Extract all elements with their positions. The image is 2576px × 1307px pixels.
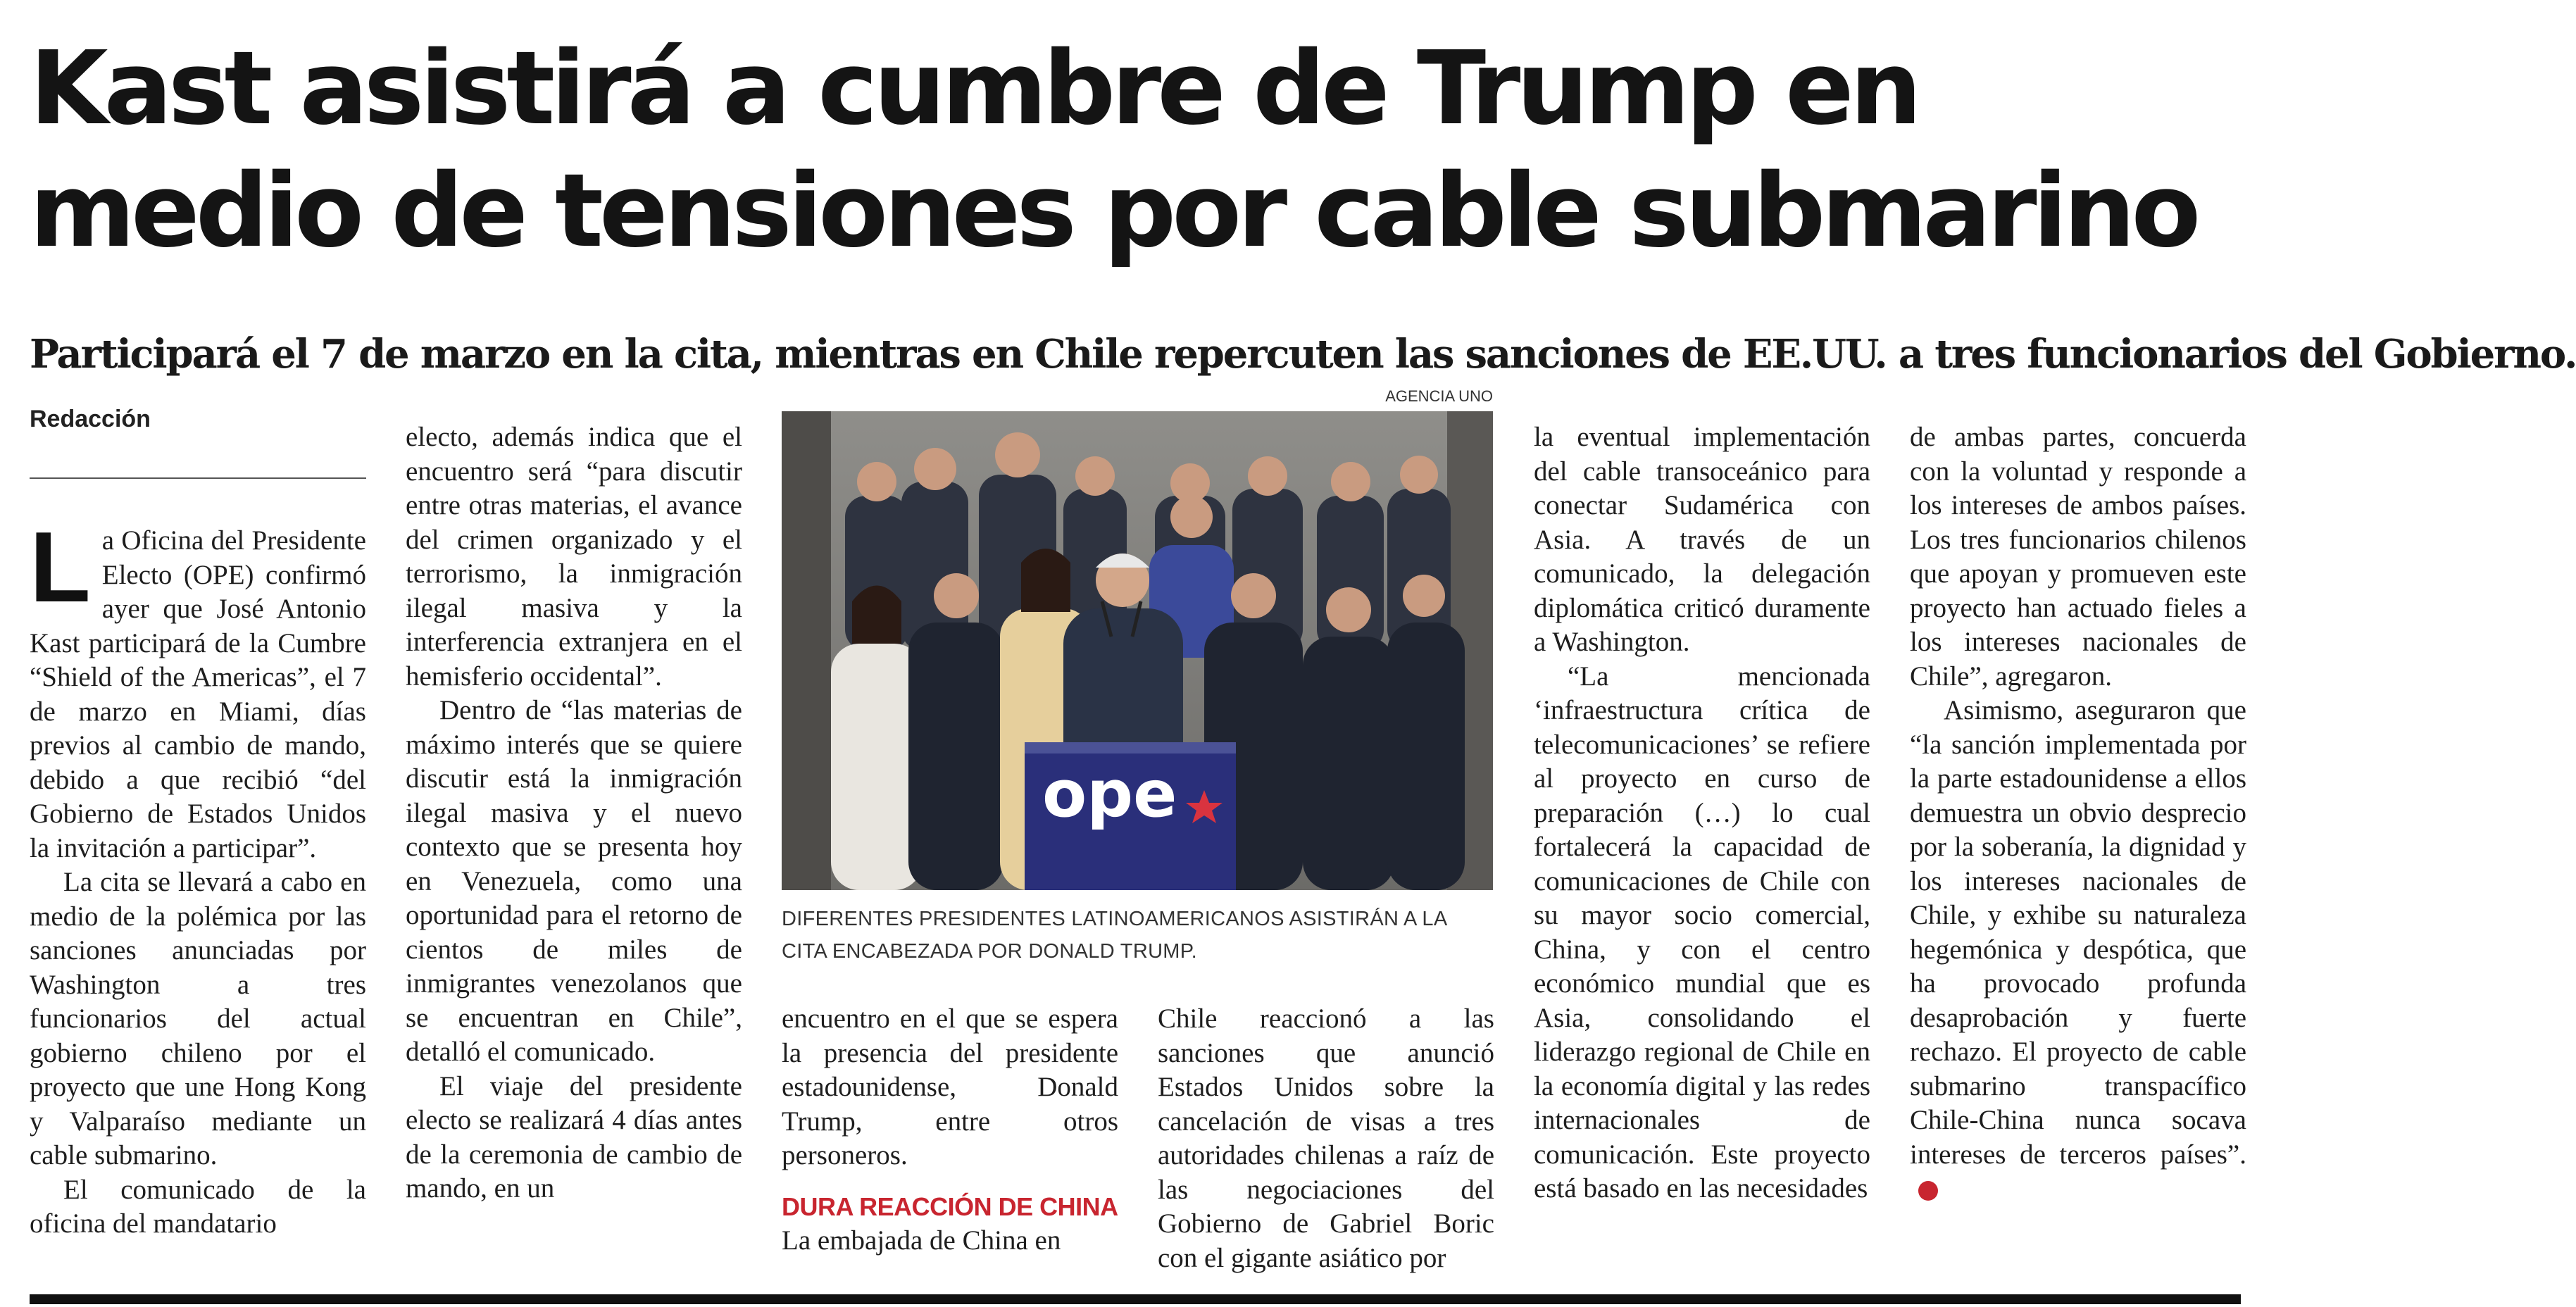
headline [30, 27, 2255, 272]
paragraph: La cita se llevará a cabo en medio de la polémica por las sanciones anunciadas por Washington a tres funcionarios del actual gobierno chileno por el proyecto que une Hong Kong y Valparaíso mediante un cable submarino. [30, 867, 366, 1170]
news-photo [782, 411, 1493, 890]
text-column-1 [30, 511, 366, 1242]
paragraph-lead-text: a Oficina del Presidente Electo (OPE) confirmó ayer que José Antonio Kast participará de la Cumbre “Shield of the Americas”, el 7 de marzo en Miami, días previos al cambio de mando, debido a que recibió “del Gobierno de Estados Unidos la invitación a participar”. [30, 525, 366, 863]
paragraph: “La mencionada ‘infraestructura crítica de telecomunicaciones’ se refiere al proyecto en curso de preparación (…) lo cual fortalecerá la capacidad de comunicaciones de Chile con su mayor socio comercial, China, y con el centro económico mundial que es Asia, consolidando el liderazgo regional de Chile en la economía digital y las redes internacionales de comunicación. Este proyecto está basado en las necesidades [1534, 661, 1870, 1203]
text-column-3 [782, 1002, 1118, 1258]
dropcap: L [30, 511, 91, 623]
news-photo-illustration [782, 411, 1493, 890]
photo-caption: DIFERENTES PRESIDENTES LATINOAMERICANOS ASISTIRÁN A LA CITA ENCABEZADA POR DONALD TRUMP. [782, 908, 1446, 963]
paragraph-lead [30, 511, 366, 865]
paragraph-text: Asimismo, aseguraron que “la sanción implementada por la parte estadounidense a ellos demuestra un obvio desprecio por la soberanía, la dignidad y los intereses nacionales de Chile, y exhibe su naturaleza hegemónica y despótica, que ha provocado profunda desaprobación y fuerte rechazo. El proyecto de cable submarino transpacífico Chile-China nunca socava intereses de terceros países”. [1910, 695, 2246, 1170]
paragraph: encuentro en el que se espera la presencia del presidente estadounidense, Donald Trump, entre otros personeros. [782, 1003, 1118, 1170]
bottom-rule [30, 1294, 2241, 1304]
deck-subtitle: Participará el 7 de marzo en la cita, mientras en Chile repercuten las sanciones de EE.UU. a tres funcionarios del Gobierno. [30, 331, 2576, 377]
subheading: DURA REACCIÓN DE CHINA [782, 1192, 1118, 1221]
paragraph: El viaje del presidente electo se realizará 4 días antes de la ceremonia de cambio de mando, en un [406, 1070, 742, 1203]
paragraph: Chile reaccionó a las sanciones que anunció Estados Unidos sobre la cancelación de visas a tres autoridades chilenas a raíz de las negociaciones del Gobierno de Gabriel Boric con el gigante asiático por [1158, 1003, 1494, 1273]
photo-credit: AGENCIA UNO [1385, 387, 1493, 405]
headline-line-2: medio de tensiones por cable submarino [30, 151, 2197, 270]
end-of-article-icon: ✪ [1918, 1181, 1938, 1201]
text-column-6 [1910, 420, 2246, 1206]
paragraph: electo, además indica que el encuentro será “para discutir entre otras materias, el avance del crimen organizado y el terrorismo, la inmigración ilegal masiva y la interferencia extranjera en el hemisferio occidental”. [406, 422, 742, 692]
byline: Redacción [30, 406, 151, 432]
byline-rule [30, 477, 366, 479]
paragraph: de ambas partes, concuerda con la voluntad y responde a los intereses de ambos países. Los tres funcionarios chilenos que apoyan y promueven este proyecto han actuado fieles a los intereses nacionales de Chile”, agregaron. [1910, 422, 2246, 692]
podium-logo-text: ope [1042, 756, 1177, 832]
headline-line-1: Kast asistirá a cumbre de Trump en [30, 29, 1918, 147]
paragraph: la eventual implementación del cable transoceánico para conectar Sudamérica con Asia. A través de un comunicado, la delegación diplomática criticó duramente a Washington. [1534, 422, 1870, 657]
text-column-2 [406, 420, 742, 1206]
text-column-4 [1158, 1002, 1494, 1275]
paragraph: Dentro de “las materias de máximo interés que se quiere discutir está la inmigración ilegal masiva y el nuevo contexto que se presenta hoy en Venezuela, como una oportunidad para el retorno de cientos de miles de inmigrantes venezolanos que se encuentran en Chile”, detalló el comunicado. [406, 695, 742, 1067]
paragraph [1910, 694, 2246, 1206]
paragraph: La embajada de China en [782, 1225, 1061, 1256]
text-column-5 [1534, 420, 1870, 1206]
paragraph: El comunicado de la oficina del mandatario [30, 1174, 366, 1239]
